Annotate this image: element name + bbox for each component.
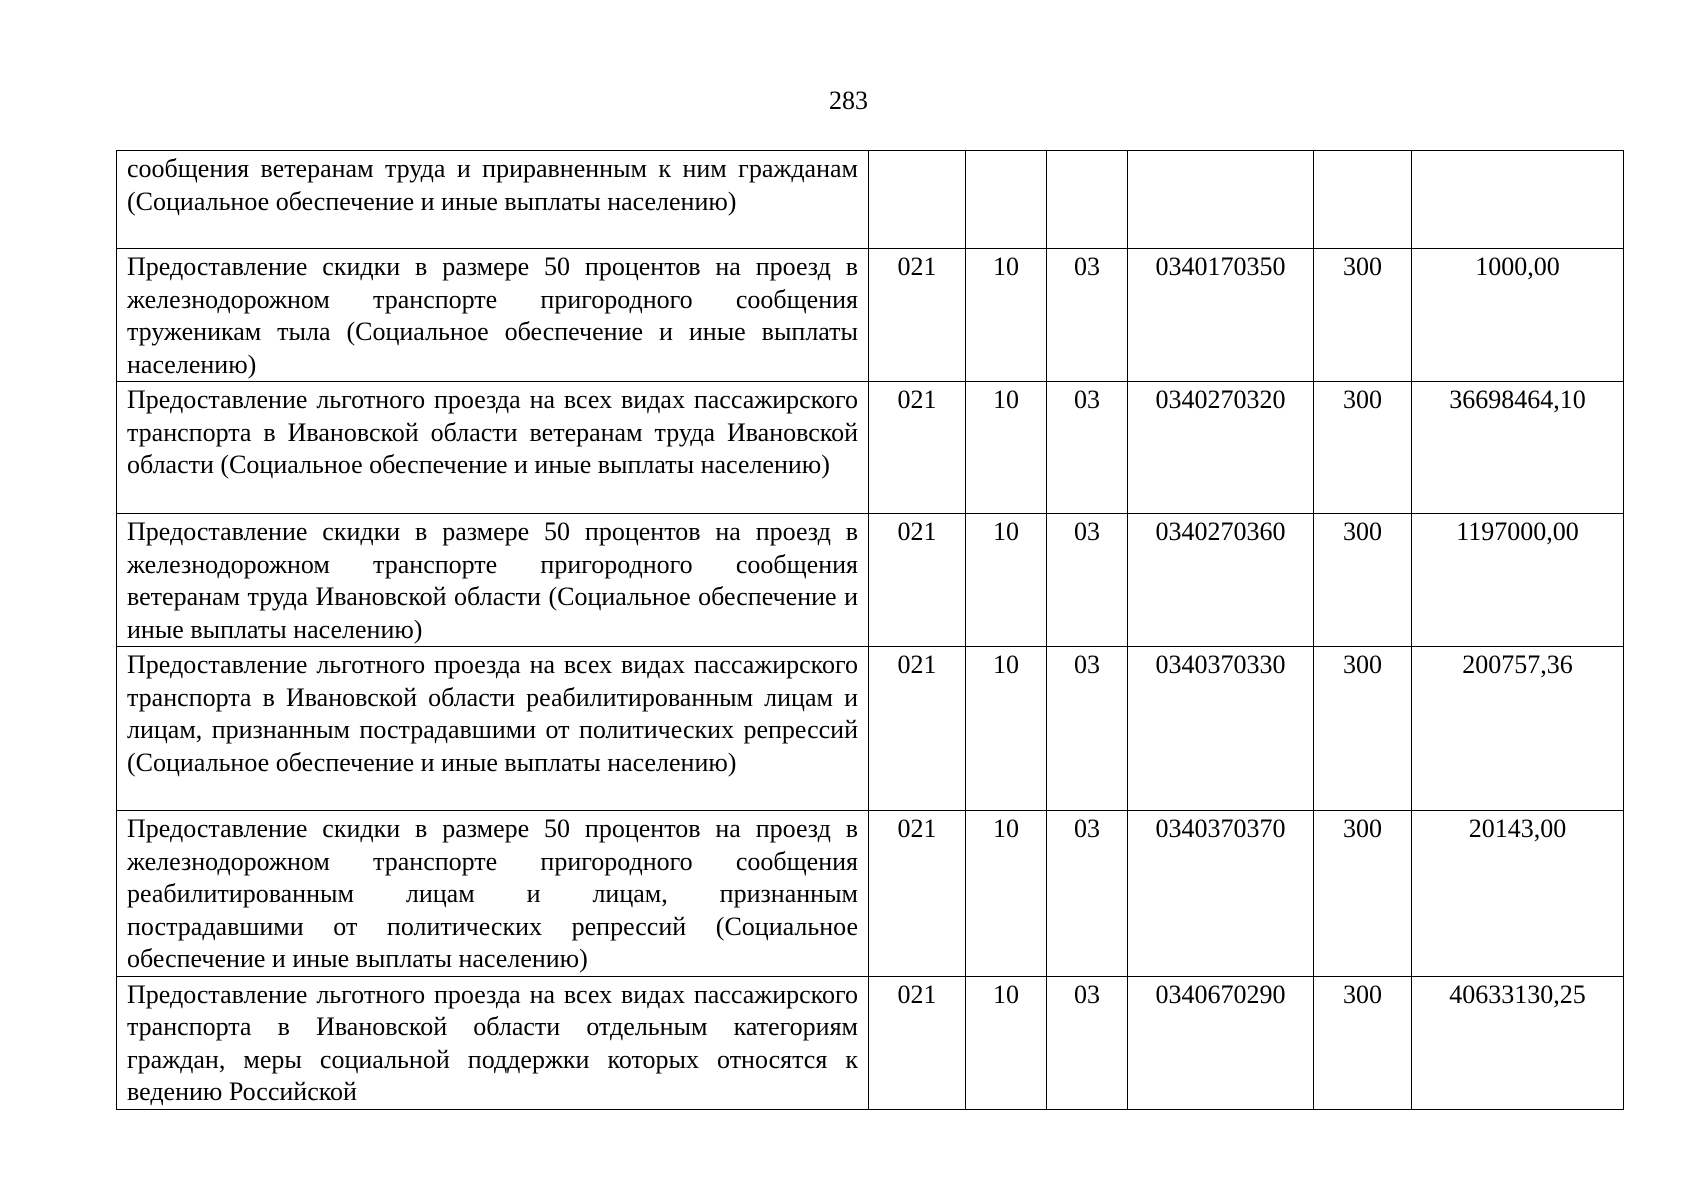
row-description: Предоставление льготного проезда на всех видах пассажирского транспорта в Ивановской области реабилитированным лицам и лицам, признанным пострадавшими от политических репрессий (Социальное обеспечение и иные выплаты населению)	[117, 647, 869, 811]
row-subsection-code: 03	[1047, 811, 1128, 977]
row-ministry-code: 021	[869, 811, 966, 977]
row-expense-type: 300	[1314, 249, 1412, 382]
row-amount: 20143,00	[1412, 811, 1624, 977]
row-expense-type: 300	[1314, 976, 1412, 1109]
row-section-code: 10	[966, 647, 1047, 811]
row-description: Предоставление скидки в размере 50 процентов на проезд в железнодорожном транспорте пригородного сообщения реабилитированным лицам и лицам, признанным пострадавшими от политических репрессий (Социальное обеспечение и иные выплаты населению)	[117, 811, 869, 977]
row-section-code	[966, 151, 1047, 249]
row-description: Предоставление льготного проезда на всех видах пассажирского транспорта в Ивановской области отдельным категориям граждан, меры социальной поддержки которых относятся к ведению Российской	[117, 976, 869, 1109]
row-amount: 40633130,25	[1412, 976, 1624, 1109]
row-subsection-code: 03	[1047, 249, 1128, 382]
row-ministry-code: 021	[869, 514, 966, 647]
row-target-article: 0340270360	[1128, 514, 1314, 647]
row-subsection-code: 03	[1047, 382, 1128, 514]
row-section-code: 10	[966, 249, 1047, 382]
budget-table	[116, 150, 1624, 1110]
row-subsection-code	[1047, 151, 1128, 249]
row-ministry-code: 021	[869, 976, 966, 1109]
row-subsection-code: 03	[1047, 976, 1128, 1109]
row-target-article	[1128, 151, 1314, 249]
row-description: Предоставление скидки в размере 50 процентов на проезд в железнодорожном транспорте пригородного сообщения ветеранам труда Ивановской области (Социальное обеспечение и иные выплаты населению)	[117, 514, 869, 647]
row-target-article: 0340670290	[1128, 976, 1314, 1109]
table-row	[117, 976, 1624, 1109]
row-amount: 1197000,00	[1412, 514, 1624, 647]
row-target-article: 0340170350	[1128, 249, 1314, 382]
table-row	[117, 249, 1624, 382]
row-expense-type	[1314, 151, 1412, 249]
row-section-code: 10	[966, 514, 1047, 647]
row-ministry-code: 021	[869, 249, 966, 382]
row-expense-type: 300	[1314, 811, 1412, 977]
table-row	[117, 647, 1624, 811]
page-number: 283	[829, 86, 868, 115]
row-target-article: 0340270320	[1128, 382, 1314, 514]
row-target-article: 0340370330	[1128, 647, 1314, 811]
table-row	[117, 382, 1624, 514]
row-amount: 36698464,10	[1412, 382, 1624, 514]
row-subsection-code: 03	[1047, 647, 1128, 811]
row-amount: 1000,00	[1412, 249, 1624, 382]
table-row	[117, 811, 1624, 977]
row-subsection-code: 03	[1047, 514, 1128, 647]
row-expense-type: 300	[1314, 514, 1412, 647]
row-section-code: 10	[966, 811, 1047, 977]
row-expense-type: 300	[1314, 382, 1412, 514]
table-row	[117, 514, 1624, 647]
row-expense-type: 300	[1314, 647, 1412, 811]
row-amount: 200757,36	[1412, 647, 1624, 811]
table-row	[117, 151, 1624, 249]
row-target-article: 0340370370	[1128, 811, 1314, 977]
row-amount	[1412, 151, 1624, 249]
row-ministry-code: 021	[869, 647, 966, 811]
row-section-code: 10	[966, 976, 1047, 1109]
row-description: Предоставление скидки в размере 50 процентов на проезд в железнодорожном транспорте пригородного сообщения труженикам тыла (Социальное обеспечение и иные выплаты населению)	[117, 249, 869, 382]
row-ministry-code: 021	[869, 382, 966, 514]
row-description: сообщения ветеранам труда и приравненным к ним гражданам (Социальное обеспечение и иные выплаты населению)	[117, 151, 869, 249]
row-section-code: 10	[966, 382, 1047, 514]
row-ministry-code	[869, 151, 966, 249]
row-description: Предоставление льготного проезда на всех видах пассажирского транспорта в Ивановской области ветеранам труда Ивановской области (Социальное обеспечение и иные выплаты населению)	[117, 382, 869, 514]
